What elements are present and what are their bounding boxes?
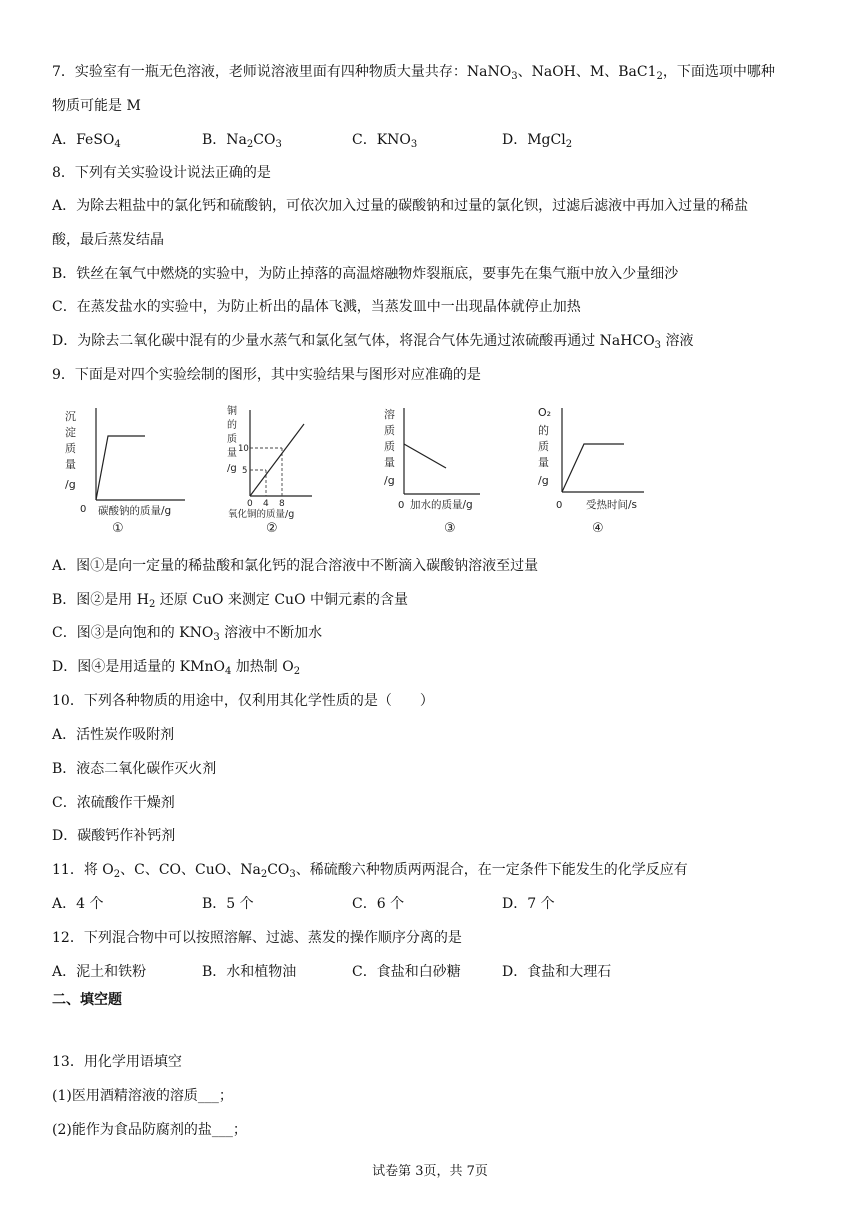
fig2-ylabel-3: 量	[227, 448, 237, 459]
fig4-ylabel-0: O₂	[538, 406, 552, 419]
fig2-ylabel-1: 的	[227, 420, 237, 431]
fig2-ylabel-2: 质	[227, 434, 237, 445]
q7-stem-line2: 物质可能是 M	[52, 98, 141, 114]
fig4-number: ④	[592, 521, 604, 536]
fig1-ylabel-0: 沉	[65, 410, 76, 423]
fig2-origin: 0	[247, 499, 253, 509]
q12-option-a: A．泥土和铁粉	[52, 964, 147, 980]
q12-option-d: D．食盐和大理石	[502, 964, 612, 980]
figure-1	[60, 404, 195, 536]
q7-option-b: B．$Na_2CO_3$	[202, 132, 282, 150]
q9-stem: 9．下面是对四个实验绘制的图形，其中实验结果与图形对应准确的是	[52, 367, 481, 383]
q9-option-b: B．图②是用 $H_2$ 还原 CuO 来测定 CuO 中铜元素的含量	[52, 592, 408, 610]
fig1-ylabel-4: /g	[65, 478, 76, 491]
q9-option-d: D．图④是用适量的 KMnO$_4$ 加热制 $O_2$	[52, 659, 301, 677]
q8-stem: 8．下列有关实验设计说法正确的是	[52, 165, 271, 181]
q11-option-a: A．4 个	[52, 896, 104, 912]
q8-option-d: D．为除去二氧化碳中混有的少量水蒸气和氯化氢气体，将混合气体先通过浓硫酸再通过 NaHCO$_3$ 溶液	[52, 333, 694, 351]
fig4-ylabel-3: 量	[538, 456, 549, 469]
section-heading: 二、填空题	[52, 992, 122, 1008]
fig2-ylabel-4: /g	[227, 463, 237, 474]
q10-option-d: D．碳酸钙作补钙剂	[52, 828, 176, 844]
fig3-ylabel-4: /g	[384, 474, 395, 487]
fig3-ylabel-1: 质	[384, 424, 395, 437]
q11-stem: 11．将 $O_2$、C、CO、CuO、$Na_2CO_3$、稀硫酸六种物质两两混合，在一定条件下能发生的化学反应有	[52, 862, 688, 880]
fig2-xtick-8: 8	[279, 499, 285, 509]
q12-option-b: B．水和植物油	[202, 964, 297, 980]
q11-option-b: B．5 个	[202, 896, 254, 912]
fig4-curve	[562, 444, 624, 492]
q8-option-b: B．铁丝在氧气中燃烧的实验中，为防止掉落的高温熔融物炸裂瓶底，要事先在集气瓶中放入少量细沙	[52, 266, 679, 282]
q7-option-a: A．FeSO$_4$	[52, 132, 121, 150]
fig3-number: ③	[444, 521, 456, 536]
figure-3	[378, 404, 493, 536]
fig2-xlabel: 氧化铜的质量/g	[228, 509, 295, 520]
fig2-ytick-10: 10	[238, 444, 249, 454]
q8-option-a-line2: 酸，最后蒸发结晶	[52, 232, 164, 248]
q10-option-b: B．液态二氧化碳作灭火剂	[52, 761, 217, 777]
q11-option-c: C．6 个	[352, 896, 405, 912]
fig1-number: ①	[112, 521, 124, 536]
q12-stem: 12．下列混合物中可以按照溶解、过滤、蒸发的操作顺序分离的是	[52, 930, 462, 946]
q7-option-c: C．$KNO_3$	[352, 132, 418, 150]
fig3-ylabel-3: 量	[384, 456, 395, 469]
q8-option-c: C．在蒸发盐水的实验中，为防止析出的晶体飞溅，当蒸发皿中一出现晶体就停止加热	[52, 299, 581, 315]
fig2-ytick-5: 5	[242, 466, 248, 476]
fig4-ylabel-1: 的	[538, 424, 549, 437]
fig3-ylabel-0: 溶	[384, 408, 395, 421]
q7-stem-line1: 7．实验室有一瓶无色溶液，老师说溶液里面有四种物质大量共存：NaNO$_3$、NaOH、M、$BaC1_2$，下面选项中哪种	[52, 64, 775, 82]
fig2-xtick-4: 4	[263, 499, 269, 509]
fig2-ylabel-0: 铜	[227, 406, 237, 417]
fig1-curve	[96, 436, 145, 500]
fig1-ylabel-2: 质	[65, 442, 76, 455]
figure-4	[532, 404, 662, 536]
fig3-xlabel: 加水的质量/g	[410, 499, 473, 511]
fig4-ylabel-2: 质	[538, 440, 549, 453]
fig1-xlabel: 碳酸钠的质量/g	[98, 505, 172, 517]
fig1-origin: 0	[80, 504, 87, 515]
q10-stem: 10．下列各种物质的用途中，仅利用其化学性质的是（ ）	[52, 693, 434, 709]
fig3-origin: 0	[398, 500, 405, 511]
q8-option-a-line1: A．为除去粗盐中的氯化钙和硫酸钠，可依次加入过量的碳酸钠和过量的氯化钡，过滤后滤液中再加入过量的稀盐	[52, 198, 749, 214]
q12-option-c: C．食盐和白砂糖	[352, 964, 461, 980]
page-footer: 试卷第 3页，共 7页	[372, 1164, 488, 1179]
fig1-ylabel-1: 淀	[65, 426, 76, 439]
figure-2	[222, 404, 332, 536]
fig4-ylabel-4: /g	[538, 474, 549, 487]
q9-option-a: A．图①是向一定量的稀盐酸和氯化钙的混合溶液中不断滴入碳酸钠溶液至过量	[52, 558, 539, 574]
fig4-origin: 0	[556, 500, 563, 511]
fig1-ylabel-3: 量	[65, 458, 76, 471]
q10-option-c: C．浓硫酸作干燥剂	[52, 795, 175, 811]
q7-option-d: D．MgCl$_2$	[502, 132, 573, 150]
q10-option-a: A．活性炭作吸附剂	[52, 727, 175, 743]
q11-option-d: D．7 个	[502, 896, 555, 912]
fig2-curve	[250, 424, 304, 496]
fig3-ylabel-2: 质	[384, 440, 395, 453]
q13-part1: (1)医用酒精溶液的溶质___；	[52, 1088, 233, 1104]
fig4-xlabel: 受热时间/s	[586, 499, 638, 511]
fig2-number: ②	[266, 521, 278, 536]
q9-option-c: C．图③是向饱和的 $KNO_3$ 溶液中不断加水	[52, 625, 323, 643]
fig3-curve	[404, 444, 446, 468]
q13-part2: (2)能作为食品防腐剂的盐___；	[52, 1122, 247, 1138]
q13-stem: 13．用化学用语填空	[52, 1054, 182, 1070]
